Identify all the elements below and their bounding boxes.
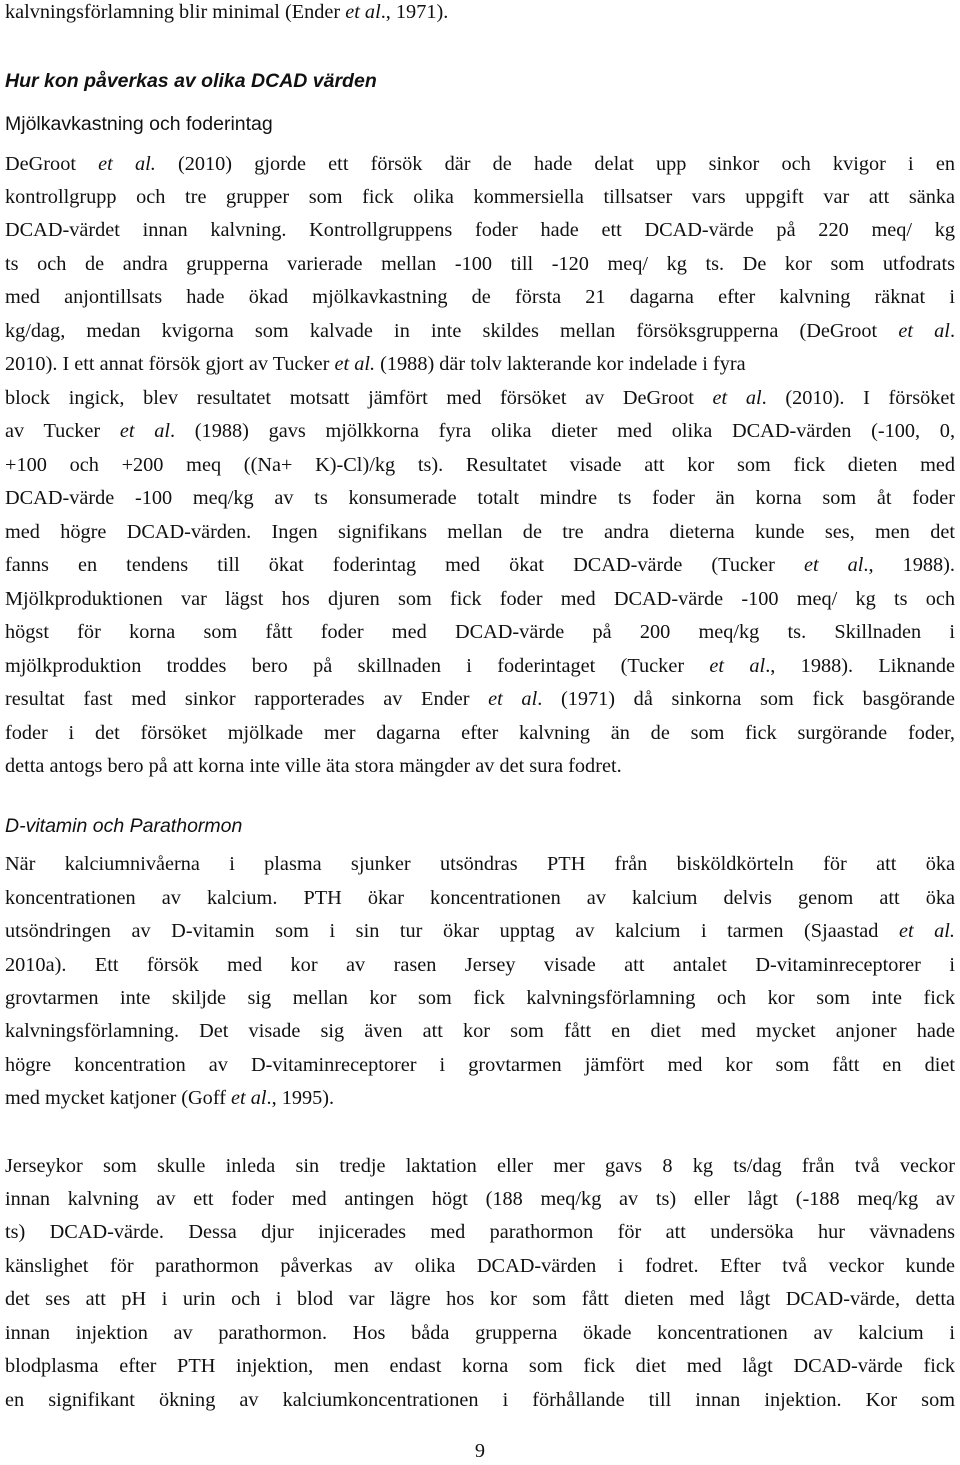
text-line: en signifikant ökning av kalciumkoncentrationen i förhållande till innan injektion. Kor som <box>5 1389 955 1411</box>
text-line: det ses att pH i urin och i blod var lägre hos kor som fått dieten med lågt DCAD-värde, detta <box>5 1288 955 1310</box>
text-line: innan injektion av parathormon. Hos båda grupperna ökade koncentrationen av kalcium i <box>5 1322 955 1344</box>
citation-italic: et al. <box>98 153 156 175</box>
text-line: grovtarmen inte skiljde sig mellan kor som fick kalvningsförlamning och kor som inte fick <box>5 987 955 1009</box>
citation-italic: et al <box>231 1087 267 1109</box>
subsection-heading: Mjölkavkastning och foderintag <box>5 113 273 135</box>
text-line: av Tucker et al. (1988) gavs mjölkkorna fyra olika dieter med olika DCAD-värden (-100, 0, <box>5 420 956 442</box>
text-line: DCAD-värdet innan kalvning. Kontrollgruppens foder hade ett DCAD-värde på 220 meq/ kg <box>5 219 955 241</box>
text-line: +100 och +200 meq ((Na+ K)-Cl)/kg ts). Resultatet visade att kor som fick dieten med <box>5 454 955 476</box>
text-line: kalvningsförlamning blir minimal (Ender et al., 1971). <box>5 1 449 23</box>
text-line: mjölkproduktion troddes bero på skillnaden i foderintaget (Tucker et al., 1988). Liknande <box>5 655 955 677</box>
text-line: När kalciumnivåerna i plasma sjunker utsöndras PTH från bisköldkörteln för att öka <box>5 853 955 875</box>
text-line: 2010). I ett annat försök gjort av Tucker et al. (1988) där tolv lakterande kor indelade i fyra <box>5 353 746 375</box>
text-line: DCAD-värde -100 meq/kg av ts konsumerade totalt mindre ts foder än korna som åt foder <box>5 487 955 509</box>
citation-italic: et al <box>345 1 381 23</box>
text-line: högre koncentration av D-vitaminreceptorer i grovtarmen jämfört med kor som fått en diet <box>5 1054 955 1076</box>
text-line: DeGroot et al. (2010) gjorde ett försök där de hade delat upp sinkor och kvigor i en <box>5 153 955 175</box>
text-line: ts och de andra grupperna varierade mellan -100 till -120 meq/ kg ts. De kor som utfodrats <box>5 253 955 275</box>
text-line: koncentrationen av kalcium. PTH ökar koncentrationen av kalcium delvis genom att öka <box>5 887 955 909</box>
text-line: Mjölkproduktionen var lägst hos djuren som fick foder med DCAD-värde -100 meq/ kg ts och <box>5 588 955 610</box>
citation-italic: et al <box>712 387 762 409</box>
text-line: utsöndringen av D-vitamin som i sin tur ökar upptag av kalcium i tarmen (Sjaastad et al. <box>5 920 955 942</box>
text-line: högst för korna som fått foder med DCAD-värde på 200 meq/kg ts. Skillnaden i <box>5 621 955 643</box>
citation-italic: et al <box>119 420 171 442</box>
section-heading: Hur kon påverkas av olika DCAD värden <box>5 70 377 92</box>
text-line: fanns en tendens till ökat foderintag med ökat DCAD-värde (Tucker et al., 1988). <box>5 554 955 576</box>
citation-italic: et al <box>488 688 538 710</box>
citation-italic: et al <box>709 655 766 677</box>
text-line: innan kalvning av ett foder med antingen högt (188 meq/kg av ts) eller lågt (-188 meq/kg av <box>5 1188 955 1210</box>
text-line: kg/dag, medan kvigorna som kalvade in inte skildes mellan försöksgrupperna (DeGroot et al. <box>5 320 956 342</box>
text-line: med anjontillsats hade ökad mjölkavkastning de första 21 dagarna efter kalvning räknat i <box>5 286 955 308</box>
text-line: foder i det försöket mjölkade mer dagarna efter kalvning än de som fick surgörande foder, <box>5 722 955 744</box>
text-line: 2010a). Ett försök med kor av rasen Jersey visade att antalet D-vitaminreceptorer i <box>5 954 955 976</box>
page-number: 9 <box>474 1440 486 1462</box>
text-line: känslighet för parathormon påverkas av olika DCAD-värden i fodret. Efter två veckor kunde <box>5 1255 955 1277</box>
text-line: Jerseykor som skulle inleda sin tredje laktation eller mer gavs 8 kg ts/dag från två veckor <box>5 1155 955 1177</box>
text-line: detta antogs bero på att korna inte ville äta stora mängder av det sura fodret. <box>5 755 622 777</box>
text-line: med mycket katjoner (Goff et al., 1995). <box>5 1087 335 1109</box>
text-line: kalvningsförlamning. Det visade sig även att kor som fått en diet med mycket anjoner hade <box>5 1020 955 1042</box>
citation-italic: et al. <box>898 920 955 942</box>
text-line: resultat fast med sinkor rapporterades av Ender et al. (1971) då sinkorna som fick basgörande <box>5 688 955 710</box>
text-line: ts) DCAD-värde. Dessa djur injicerades med parathormon för att undersöka hur vävnadens <box>5 1221 955 1243</box>
text-line: kontrollgrupp och tre grupper som fick olika kommersiella tillsatser vars uppgift var att sänka <box>5 186 955 208</box>
citation-italic: et al. <box>334 353 376 375</box>
text-line: block ingick, blev resultatet motsatt jämfört med försöket av DeGroot et al. (2010). I försöket <box>5 387 956 409</box>
text-line: med högre DCAD-värden. Ingen signifikans mellan de tre andra dieterna kunde ses, men det <box>5 521 955 543</box>
citation-italic: et al <box>898 320 950 342</box>
text-line: blodplasma efter PTH injektion, men endast korna som fick diet med lågt DCAD-värde fick <box>5 1355 955 1377</box>
subsection-heading: D-vitamin och Parathormon <box>5 815 243 837</box>
citation-italic: et al <box>803 554 864 576</box>
